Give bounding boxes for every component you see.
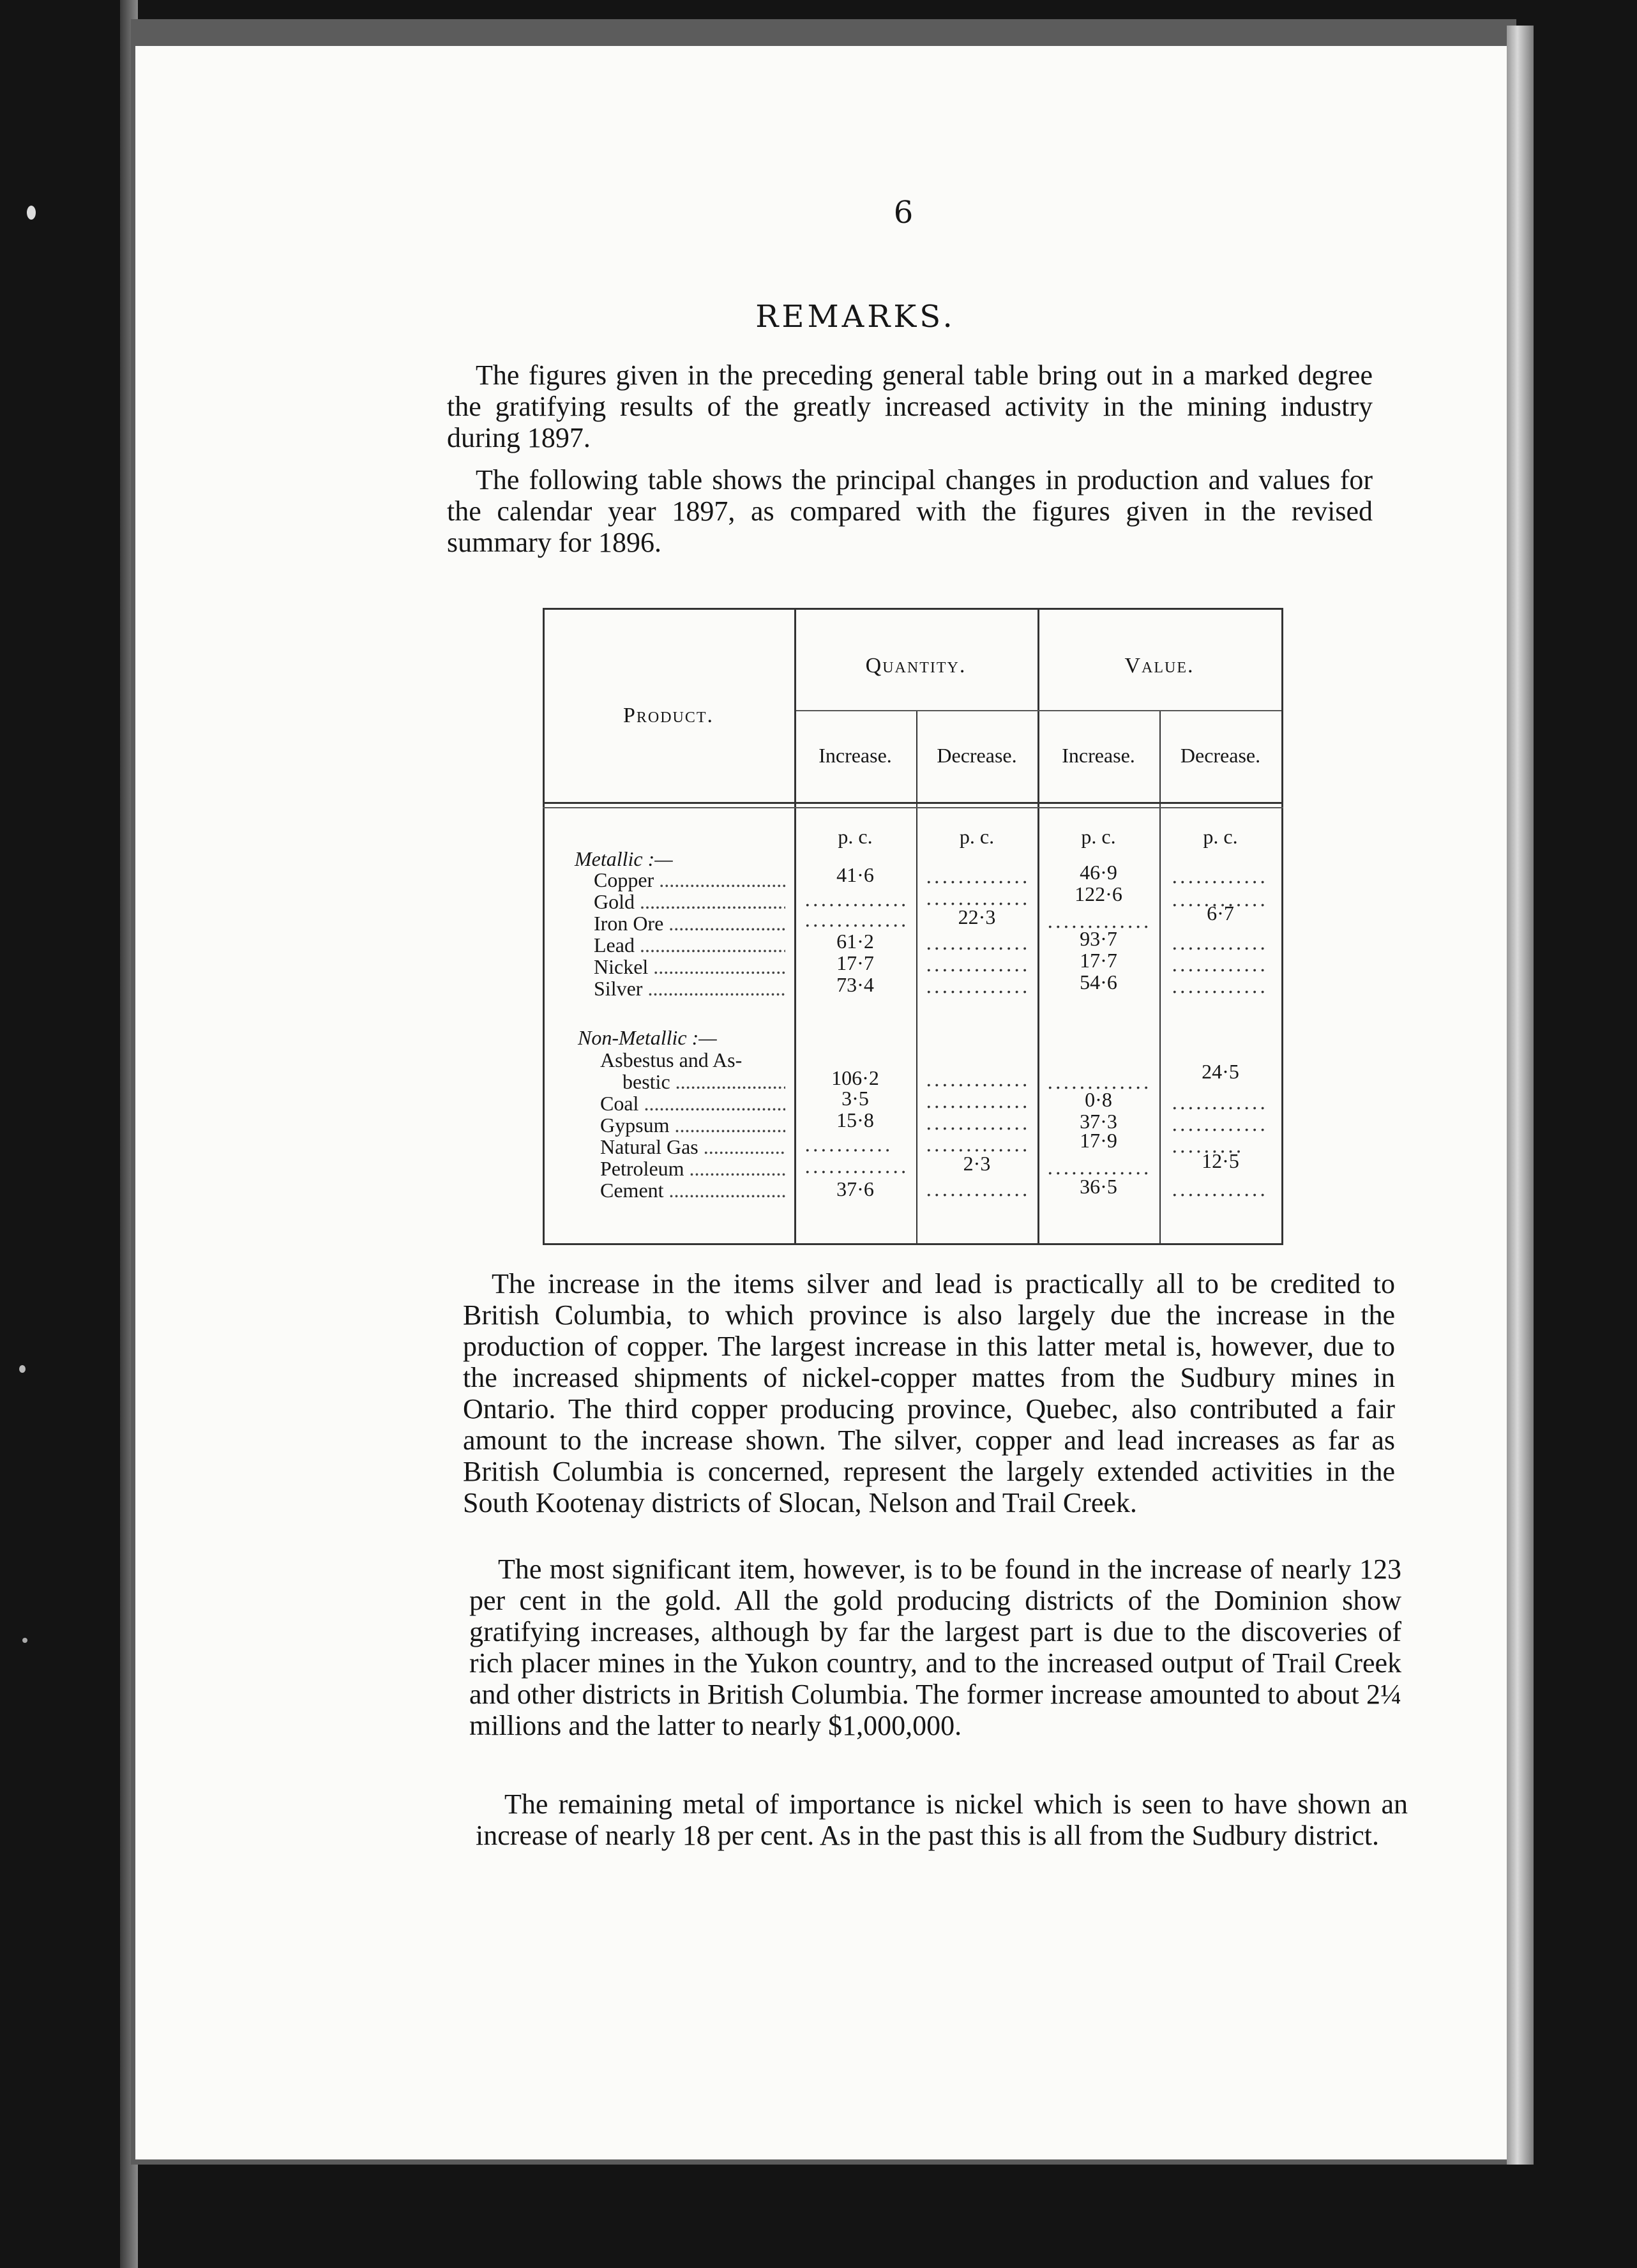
unit-label: p. c.	[838, 825, 873, 848]
leader-dots	[804, 1134, 894, 1156]
section-heading: REMARKS.	[755, 299, 956, 335]
table-rule-header-double	[543, 807, 1283, 808]
header-product: Product.	[622, 704, 714, 727]
leader-dots	[804, 889, 907, 911]
leader-dots	[926, 954, 1028, 976]
leader-dots	[1172, 976, 1267, 998]
leader-dots	[1172, 954, 1267, 976]
scan-speck	[27, 206, 36, 220]
lead-quantity-increase: 61·2	[836, 930, 874, 953]
paragraph-silver-lead: The increase in the items silver and lead is practically all to be credited to British Columbia, to which province is also largely due the increase in the production of copper. The largest increase in this latter metal is, however, due to the increased shipments of nickel-copper mattes from the Sudbury mines in Ontario. The third copper producing province, Quebec, also contributed a fair amount to the increase shown. The silver, copper and lead increases as far as British Columbia is concerned, represent the largely extended activities in the South Kootenay districts of Slocan, Nelson and Trail Creek.	[463, 1268, 1395, 1518]
header-quantity: Quantity.	[865, 654, 967, 677]
product-gold: Gold .....	[594, 890, 785, 914]
silver-value-increase: 54·6	[1080, 971, 1117, 994]
copper-value-increase: 46·9	[1080, 861, 1117, 884]
copper-quantity-increase: 41·6	[836, 863, 874, 886]
leader-dots	[804, 909, 907, 932]
nickel-quantity-increase: 17·7	[836, 951, 874, 974]
header-quantity-increase: Increase.	[818, 744, 892, 767]
header-value-increase: Increase.	[1062, 744, 1135, 767]
paragraph-gold: The most significant item, however, is to be found in the increase of nearly 123 per cent in the gold. All the gold producing districts of the Dominion show gratifying increases, although by far the largest part is due to the discoveries of rich placer mines in the Yukon country, and to the increased output of Trail Creek and other districts in British Columbia. The former increase amounted to about 2¼ millions and the latter to nearly $1,000,000.	[469, 1554, 1401, 1741]
leader-dots	[926, 1179, 1028, 1201]
leader-dots	[926, 1112, 1028, 1135]
product-iron-ore: Iron Ore .....	[594, 912, 785, 935]
table-rule-sub	[796, 710, 1281, 711]
asbestus-quantity-increase: 106·2	[831, 1066, 879, 1089]
leader-dots	[926, 1069, 1028, 1091]
paragraph-table-intro: The following table shows the principal changes in production and values for the calendar year 1897, as compared with the figures given in the revised summary for 1896.	[447, 464, 1373, 558]
unit-label: p. c.	[1081, 825, 1116, 848]
category-metallic: Metallic :—	[575, 847, 673, 870]
coal-quantity-increase: 3·5	[841, 1087, 869, 1110]
unit-label: p. c.	[1203, 825, 1238, 848]
leader-dots	[1172, 1179, 1267, 1201]
header-value: Value.	[1124, 654, 1195, 677]
paragraph-nickel: The remaining metal of importance is nickel which is seen to have shown an increase of nearly 18 per cent. As in the past this is all from the Sudbury district.	[476, 1788, 1408, 1851]
petroleum-quantity-decrease: 2·3	[963, 1152, 991, 1175]
iron-ore-value-decrease: 6·7	[1207, 902, 1234, 925]
book-spine	[1507, 26, 1534, 2165]
nickel-value-increase: 17·7	[1080, 949, 1117, 972]
paragraph-intro: The figures given in the preceding general table bring out in a marked degree the gratifying results of the greatly increased activity in the mining industry during 1897.	[447, 359, 1373, 453]
table-border-right	[1281, 608, 1283, 1245]
header-quantity-decrease: Decrease.	[937, 744, 1017, 767]
product-nickel: Nickel .....	[594, 955, 785, 979]
leader-dots	[1172, 932, 1267, 955]
leader-dots	[804, 1156, 907, 1178]
product-asbestus-line1: Asbestus and As-	[600, 1048, 743, 1071]
product-cement: Cement .....	[600, 1179, 785, 1202]
gold-value-increase: 122·6	[1075, 882, 1122, 905]
coal-value-increase: 0·8	[1085, 1088, 1112, 1111]
product-gypsum: Gypsum .....	[600, 1114, 785, 1137]
lead-value-increase: 93·7	[1080, 927, 1117, 950]
table-col-divider	[794, 608, 796, 1245]
scan-speck	[22, 1638, 27, 1643]
asbestus-value-decrease: 24·5	[1202, 1060, 1239, 1083]
table-rule-top	[543, 608, 1283, 610]
page-number: 6	[893, 195, 914, 231]
product-copper: Copper .....	[594, 868, 785, 892]
leader-dots	[926, 976, 1028, 998]
category-non-metallic: Non-Metallic :—	[578, 1026, 717, 1049]
cement-value-increase: 36·5	[1080, 1175, 1117, 1198]
leader-dots	[926, 932, 1028, 955]
product-coal: Coal .....	[600, 1092, 785, 1115]
product-petroleum: Petroleum .....	[600, 1157, 785, 1181]
product-natural-gas: Natural Gas .....	[600, 1135, 785, 1159]
scan-speck	[19, 1365, 26, 1373]
iron-ore-quantity-decrease: 22·3	[958, 905, 996, 928]
leader-dots	[1172, 1092, 1267, 1114]
table-rule-header	[543, 802, 1283, 804]
table-rule-bottom	[543, 1243, 1283, 1245]
production-changes-table	[543, 608, 1283, 1245]
leader-dots	[926, 1091, 1028, 1113]
silver-quantity-increase: 73·4	[836, 973, 874, 996]
gypsum-quantity-increase: 15·8	[836, 1108, 874, 1131]
petroleum-value-decrease: 12·5	[1202, 1149, 1239, 1172]
gypsum-value-increase: 37·3	[1080, 1110, 1117, 1133]
unit-label: p. c.	[959, 825, 995, 848]
leader-dots	[926, 866, 1028, 888]
product-asbestic: bestic .....	[622, 1070, 785, 1094]
product-lead: Lead .....	[594, 934, 785, 957]
product-silver: Silver .....	[594, 977, 785, 1001]
leader-dots	[1172, 866, 1267, 888]
natural-gas-value-increase: 17·9	[1080, 1129, 1117, 1152]
header-value-decrease: Decrease.	[1180, 744, 1261, 767]
leader-dots	[1172, 1114, 1267, 1136]
cement-quantity-increase: 37·6	[836, 1177, 874, 1200]
